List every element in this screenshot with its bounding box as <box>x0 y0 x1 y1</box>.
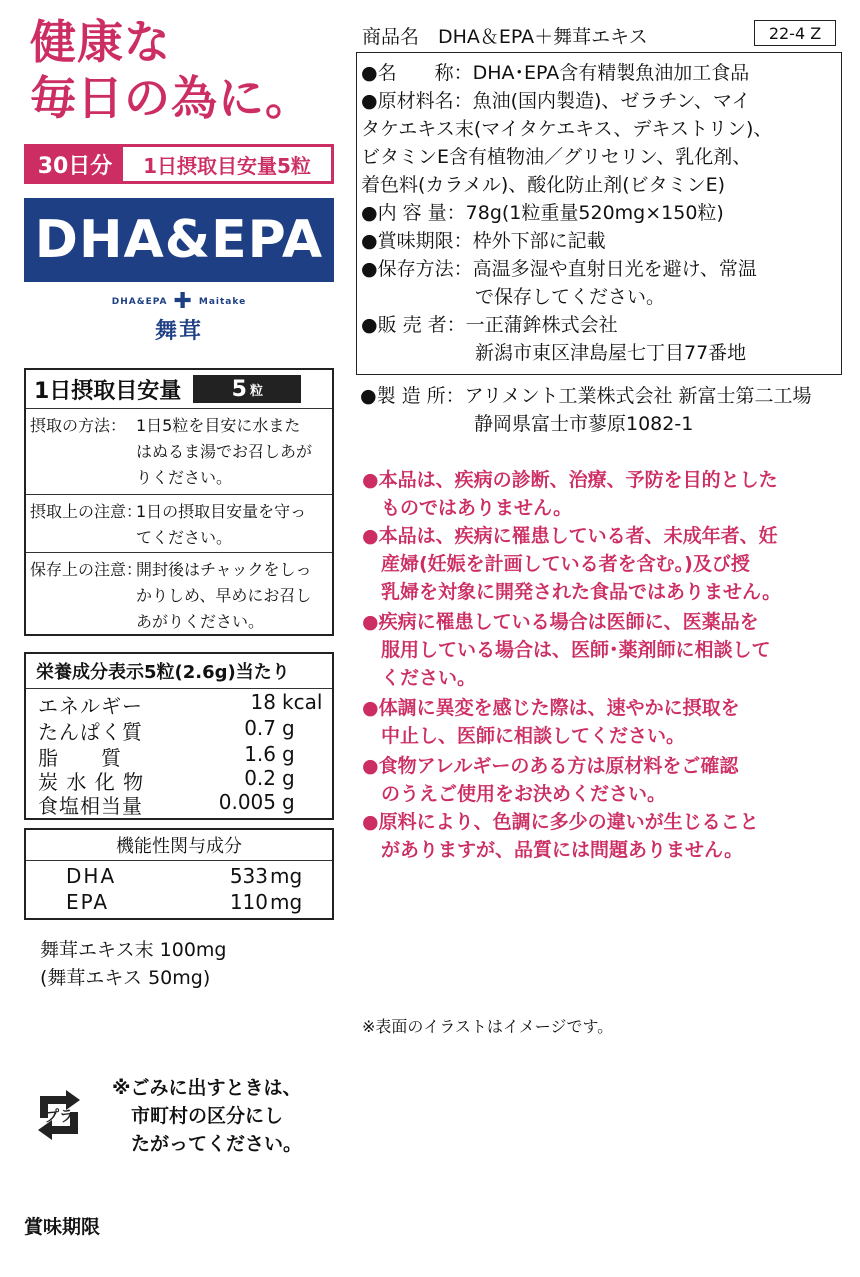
component-unit: mg <box>270 864 303 888</box>
product-name: 商品名 DHA＆EPA＋舞茸エキス <box>362 26 648 48</box>
functional-row <box>66 890 326 916</box>
warning-item <box>362 466 842 522</box>
warning-line: 中止し、医師に相談してください。 <box>362 725 686 747</box>
dose-row-line: 1日5粒を目安に水また <box>136 416 301 435</box>
warning-line: 産婦(妊娠を計画している者を含む。)及び授 <box>362 553 750 575</box>
dose-row-line: 開封後はチャックをしっ <box>136 560 312 579</box>
nutrition-header: 栄養成分表示5粒(2.6g)当たり <box>26 654 332 689</box>
plus-icon: ✚ <box>173 289 193 314</box>
nutrient-unit: g <box>282 766 295 790</box>
nutrient-unit: g <box>282 716 295 740</box>
subline-left: DHA&EPA <box>111 297 168 307</box>
dose-row-line: 1日の摂取目安量を守っ <box>136 502 307 521</box>
warning-item <box>362 808 842 864</box>
spec-line: ビタミンE含有植物油／グリセリン、乳化剤、 <box>361 146 752 168</box>
nutrient-name: エネルギー <box>38 694 143 718</box>
subline-right: Maitake <box>198 297 247 307</box>
badge-days: 30日分 <box>27 147 123 181</box>
spec-line: ●内 容 量：78g(1粒重量520mg×150粒) <box>361 202 724 224</box>
spec-line: 着色料(カラメル)、酸化防止剤(ビタミンE) <box>361 174 726 196</box>
dose-row-text <box>136 557 328 635</box>
nutrition-row <box>38 716 328 742</box>
nutrient-unit: g <box>282 790 295 814</box>
nutrient-value: 18 <box>250 690 276 714</box>
warning-line: がありますが、品質には問題ありません。 <box>362 839 744 861</box>
functional-table <box>24 828 334 920</box>
recycle-label: プラ <box>43 1107 75 1125</box>
spec-line: ●賞味期限：枠外下部に記載 <box>361 230 606 252</box>
warning-item <box>362 694 842 750</box>
disposal-note <box>112 1074 302 1158</box>
nutrient-value: 0.7 <box>244 716 276 740</box>
nutrient-unit: kcal <box>282 690 323 714</box>
nutrient-name: 炭 水 化 物 <box>38 770 145 794</box>
disposal-line: たがってください。 <box>112 1133 303 1155</box>
spec-line: ●販 売 者：一正蒲鉾株式会社 <box>361 314 618 336</box>
dose-row <box>26 494 332 552</box>
nutrient-value: 0.005 <box>218 790 276 814</box>
warning-line: ください。 <box>362 667 477 689</box>
badge-dose: 1日摂取目安量5粒 <box>143 153 311 178</box>
warning-item <box>362 752 842 808</box>
spec-box <box>356 52 842 375</box>
nutrition-row <box>38 766 328 792</box>
headline-line-1: 健康な <box>30 15 171 69</box>
dose-row-text <box>136 413 328 491</box>
dose-row-label: 保存上の注意： <box>30 560 143 579</box>
dose-header <box>26 370 332 408</box>
nutrition-row <box>38 742 328 768</box>
warning-item <box>362 608 842 692</box>
nutrition-row <box>38 690 328 716</box>
spec-line: タケエキス末(マイタケエキス、デキストリン)、 <box>361 118 773 140</box>
spec-line: で保存してください。 <box>361 286 666 308</box>
component-value: 110 <box>229 890 268 914</box>
nutrition-table <box>24 652 334 820</box>
product-band: DHA&EPA <box>24 198 334 282</box>
nutrient-name: 食塩相当量 <box>38 794 143 818</box>
illustration-note: ※表面のイラストはイメージです。 <box>362 1017 614 1036</box>
dose-row-line: りください。 <box>136 468 233 487</box>
component-name: DHA <box>66 864 117 888</box>
spec-line: ●原材料名：魚油(国内製造)、ゼラチン、マイ <box>361 90 751 112</box>
extract-line: 舞茸エキス末 100mg <box>40 939 227 961</box>
component-unit: mg <box>270 890 303 914</box>
expiry-label: 賞味期限 <box>24 1216 101 1238</box>
dose-count: 5 <box>231 376 247 402</box>
warning-line: ●食物アレルギーのある方は原材料をご確認 <box>362 755 739 777</box>
disposal-line: 市町村の区分にし <box>112 1105 284 1127</box>
component-value: 533 <box>229 864 268 888</box>
manufacturer-line: ●製 造 所：アリメント工業株式会社 新富士第二工場 <box>360 385 812 407</box>
dose-row-label: 摂取上の注意： <box>30 502 143 521</box>
component-name: EPA <box>66 890 110 914</box>
dose-box <box>24 368 334 636</box>
dose-title: 1日摂取目安量 <box>34 378 182 404</box>
extract-line: (舞茸エキス 50mg) <box>40 967 211 989</box>
warning-line: のうえご使用をお決めください。 <box>362 783 667 805</box>
plastic-recycle-icon <box>26 1082 92 1148</box>
headline <box>30 14 340 126</box>
dose-row <box>26 552 332 636</box>
dose-badge <box>24 144 334 184</box>
dose-unit: 粒 <box>249 383 263 399</box>
functional-header: 機能性関与成分 <box>26 830 332 861</box>
nutrient-name: たんぱく質 <box>38 720 143 744</box>
nutrient-name: 脂 質 <box>38 746 122 770</box>
warning-line: ●本品は、疾病の診断、治療、予防を目的とした <box>362 469 778 491</box>
dose-row-line: かりしめ、早めにお召し <box>136 586 312 605</box>
warning-line: 乳婦を対象に開発された食品ではありません。 <box>362 581 782 603</box>
dose-row <box>26 408 332 492</box>
warning-line: ●疾病に罹患している場合は医師に、医薬品を <box>362 611 759 633</box>
warning-line: ●原料により、色調に多少の違いが生じること <box>362 811 759 833</box>
nutrient-unit: g <box>282 742 295 766</box>
maitake-label: 舞茸 <box>154 319 203 344</box>
spec-line: ●保存方法：高温多湿や直射日光を避け、常温 <box>361 258 757 280</box>
warning-line: 服用している場合は、医師･薬剤師に相談して <box>362 639 771 661</box>
headline-line-2: 毎日の為に。 <box>30 71 312 125</box>
warning-line: ●本品は、疾病に罹患している者、未成年者、妊 <box>362 525 778 547</box>
spec-line: 新潟市東区津島屋七丁目77番地 <box>361 342 747 364</box>
lot-code: 22-4 Z <box>754 20 836 46</box>
dose-count-badge <box>193 375 301 403</box>
spec-line: ●名 称：DHA･EPA含有精製魚油加工食品 <box>361 62 750 84</box>
warning-line: ●体調に異変を感じた際は、速やかに摂取を <box>362 697 740 719</box>
extract-info <box>40 936 227 992</box>
functional-row <box>66 864 326 890</box>
dose-row-label: 摂取の方法： <box>30 416 127 435</box>
product-subline <box>24 289 334 314</box>
warning-line: ものではありません。 <box>362 497 573 519</box>
dose-row-text <box>136 499 328 551</box>
manufacturer-line: 静岡県富士市蓼原1082-1 <box>360 413 694 435</box>
nutrient-value: 1.6 <box>244 742 276 766</box>
dose-row-line: てください。 <box>136 528 233 547</box>
disposal-line: ※ごみに出すときは、 <box>112 1077 302 1099</box>
warning-item <box>362 522 842 606</box>
nutrient-value: 0.2 <box>244 766 276 790</box>
dose-row-line: はぬるま湯でお召しあが <box>136 442 313 461</box>
nutrition-row <box>38 790 328 816</box>
dose-row-line: あがりください。 <box>136 612 265 631</box>
